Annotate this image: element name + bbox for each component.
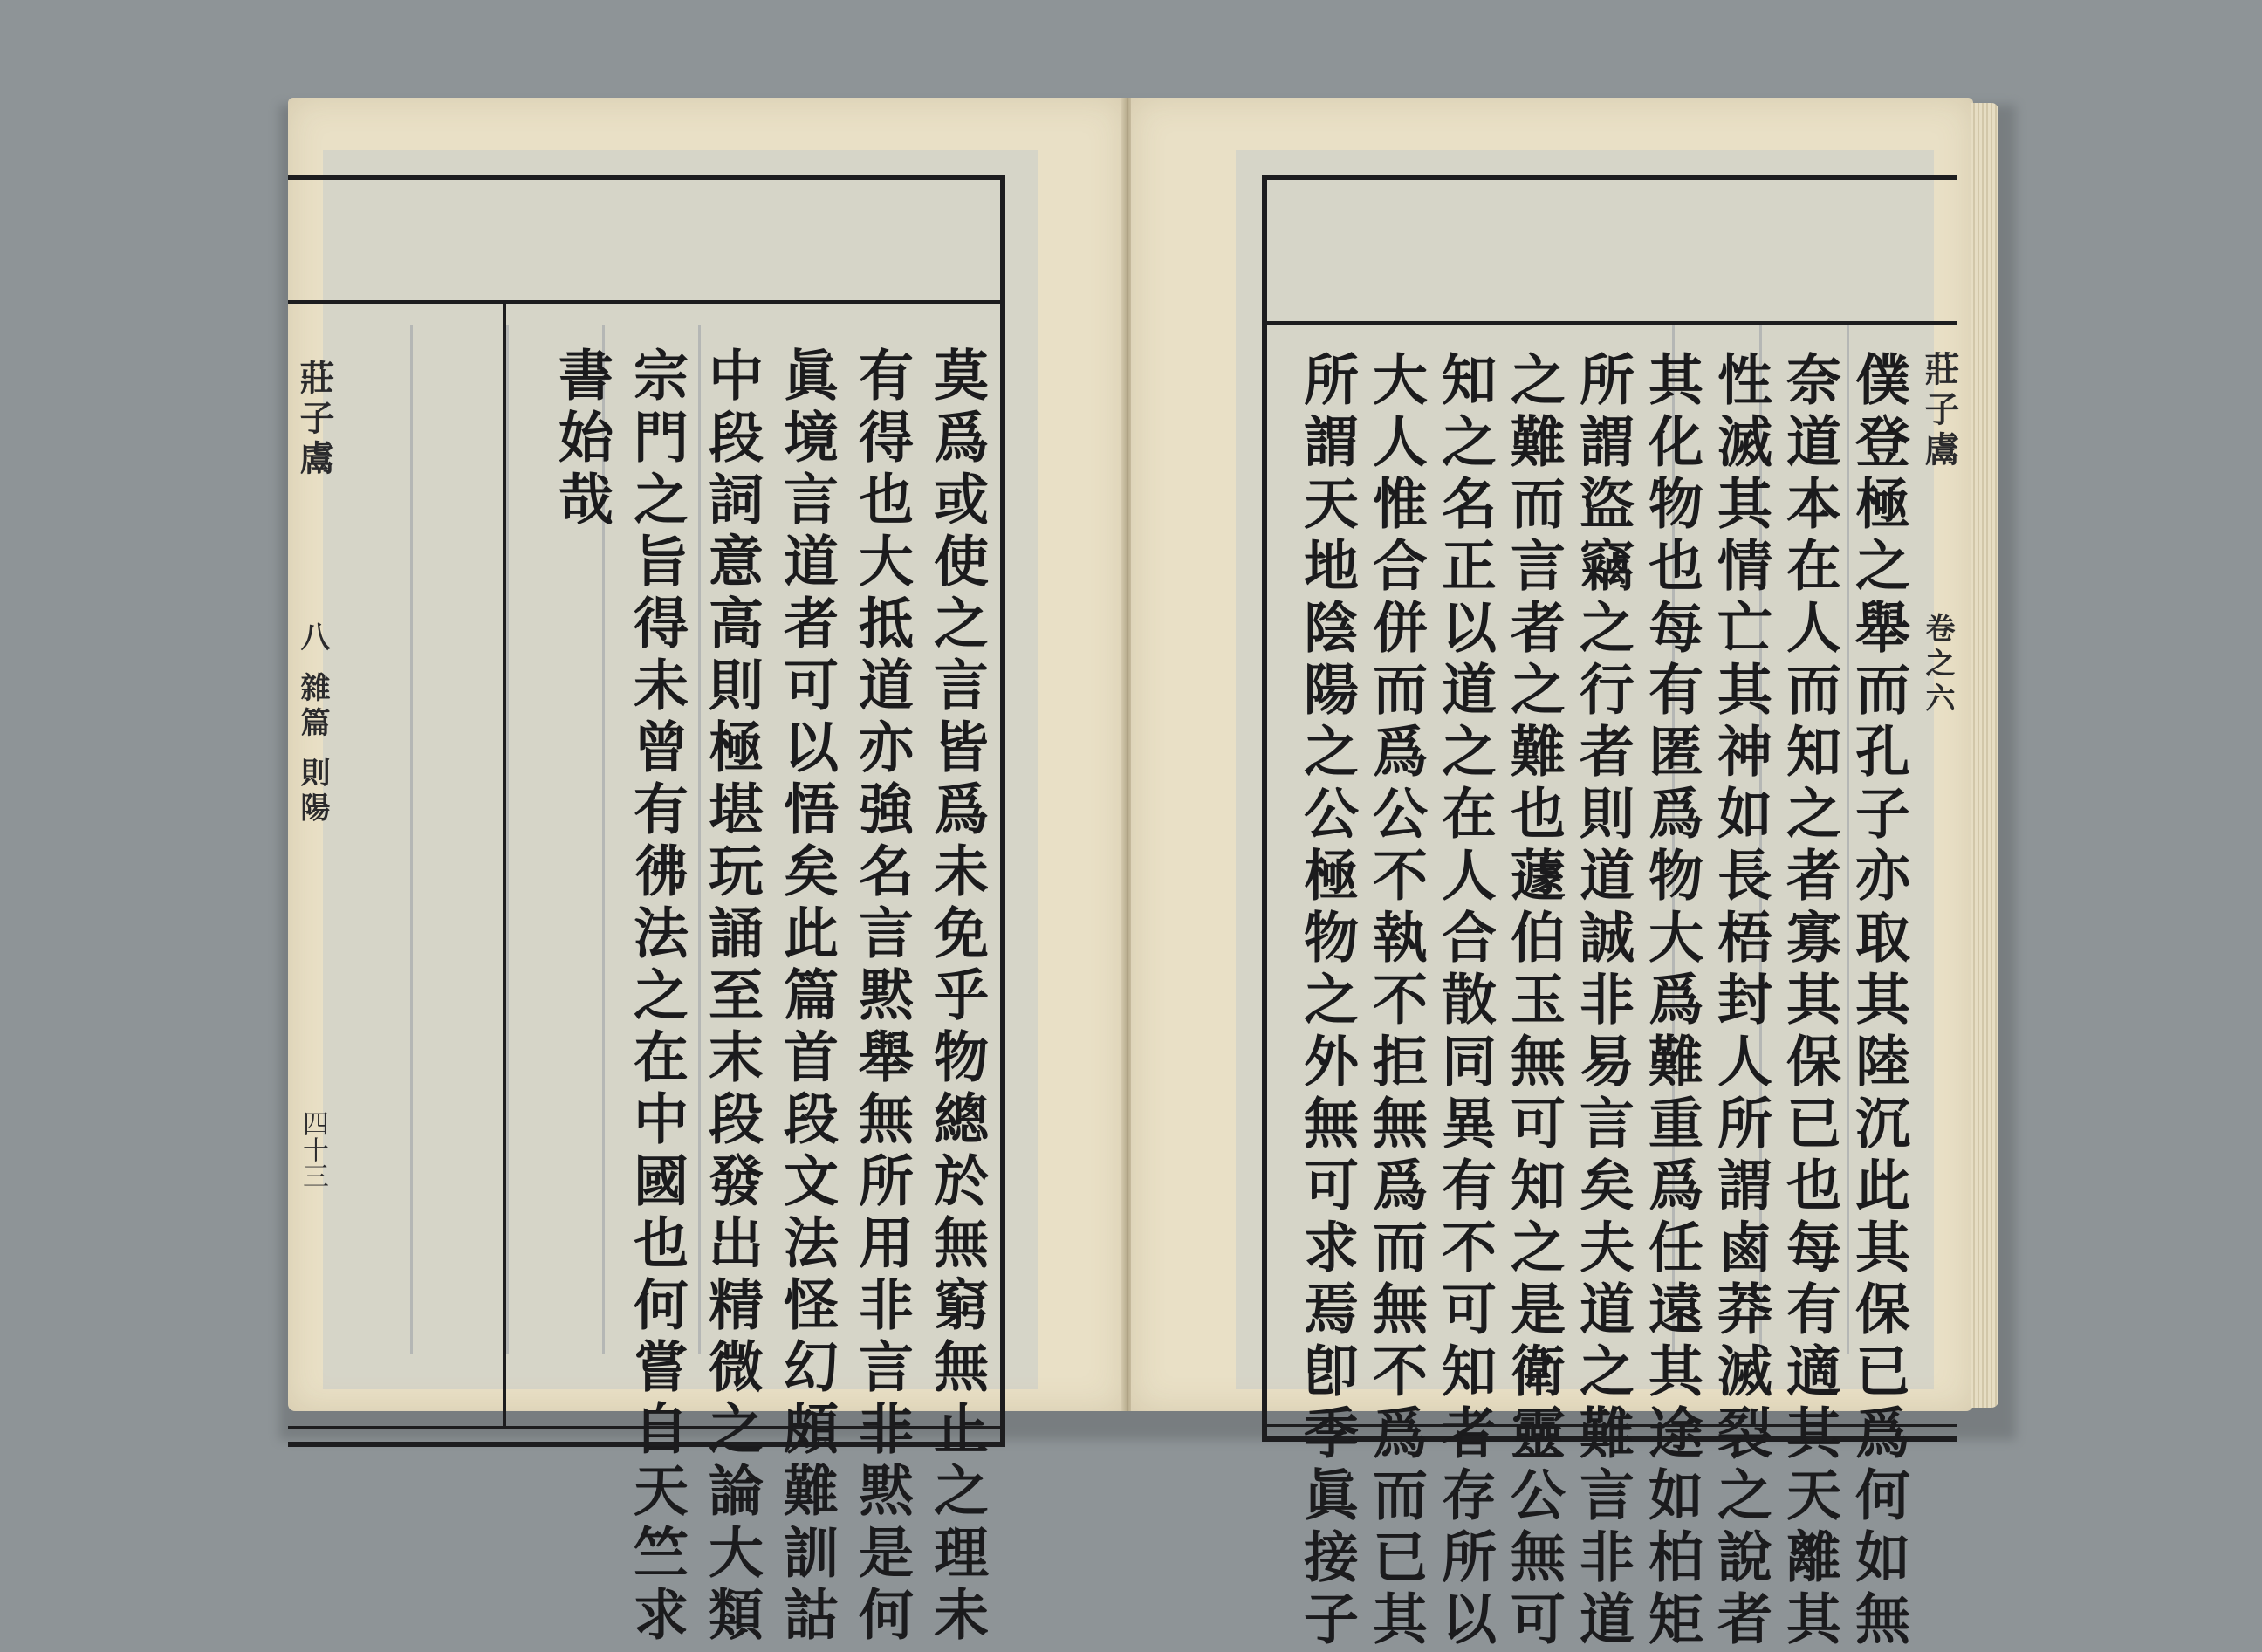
page-edges <box>1971 103 1998 1408</box>
text-column-2: 奈道本在人而知之者寡其保已也每有適其天離其 <box>1778 351 1842 1652</box>
text-column-4: 中段詞意高則極堪玩誦至末段發出精微之論大類 <box>700 346 764 1648</box>
margin-title: 莊子鬳 <box>294 360 335 480</box>
header-rule <box>288 300 1000 304</box>
left-page <box>288 98 1124 1648</box>
right-page <box>1131 98 1973 1652</box>
text-column-7: 知之名正以道之在人合散同異有不可知者存所以 <box>1433 351 1498 1652</box>
text-column-6: 書始哉 <box>550 346 614 532</box>
margin-chapter: 卷之六 <box>1920 613 1955 717</box>
text-column-3: 眞境言道者可以悟矣此篇首段文法怪幻頗難訓詁 <box>775 346 840 1648</box>
text-column-1: 莫爲或使之言皆爲未免乎物總於無窮無止之理未 <box>925 346 990 1648</box>
margin-chapter: 八 雜篇 則陽 <box>295 621 330 827</box>
text-column-9: 所謂天地陰陽之公極物之外無可求焉卽季眞接子 <box>1295 351 1360 1652</box>
text-column-6: 之難而言者之難也蘧伯玉無可知之是衛靈公無可 <box>1502 351 1566 1652</box>
text-column-4: 其化物也每有匿爲物大爲難重爲任遠其途如柏矩 <box>1640 351 1704 1652</box>
folio-number: 四十三 <box>298 1110 328 1189</box>
text-column-1: 僕登極之舉而孔子亦取其陸沉此其保已爲何如無 <box>1847 351 1911 1652</box>
column-divider <box>503 302 506 1428</box>
text-column-5: 宗門之旨得未曾有彿法之在中國也何嘗自天竺求 <box>625 346 689 1648</box>
text-column-8: 大人惟合併而爲公不執不拒無爲而無不爲而已其 <box>1364 351 1429 1652</box>
header-rule <box>1262 321 1957 325</box>
text-column-2: 有得也大抵道亦強名言黙舉無所用非言非黙是何 <box>850 346 915 1648</box>
margin-title: 莊子鬳 <box>1919 351 1960 471</box>
text-column-3: 性滅其情亡其神如長梧封人所謂鹵莽滅裂之說者 <box>1709 351 1773 1652</box>
text-column-5: 所謂盜竊之行者則道誠非易言矣夫道之難言非道 <box>1571 351 1635 1652</box>
